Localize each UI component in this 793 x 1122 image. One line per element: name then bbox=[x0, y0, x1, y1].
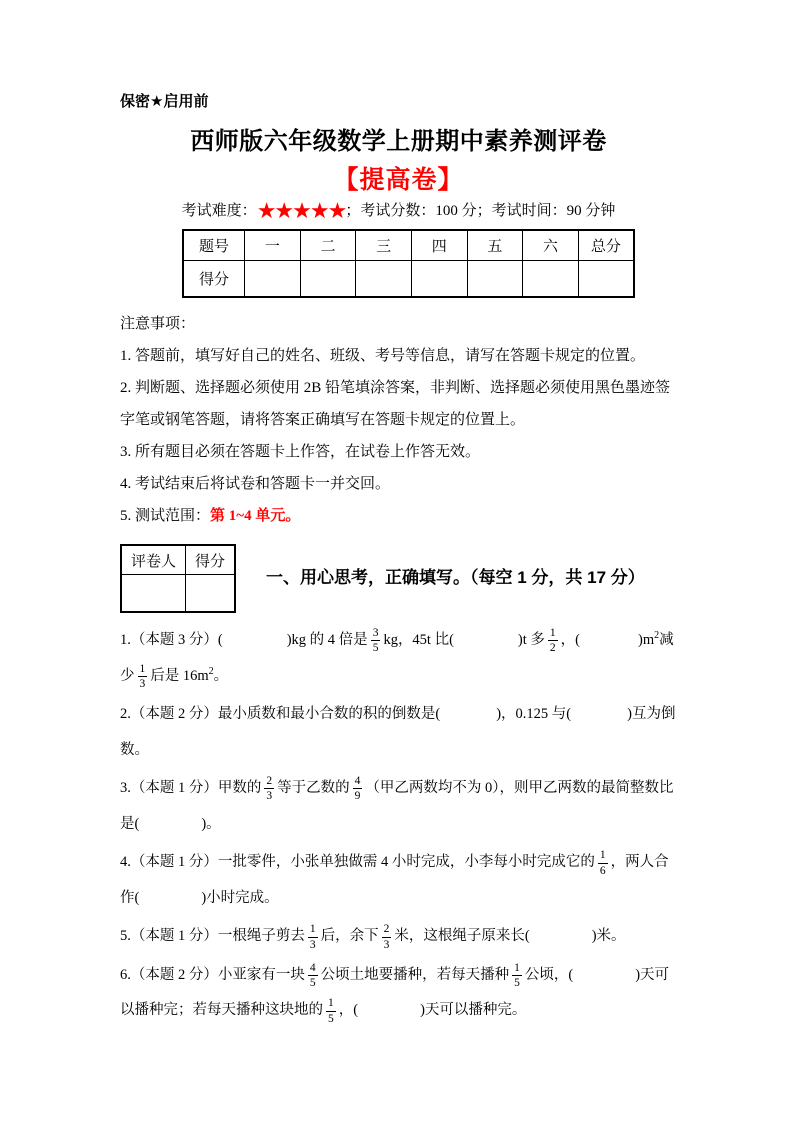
note-item bbox=[120, 340, 677, 372]
score-cell-empty bbox=[467, 261, 523, 298]
fraction: $\frac{1}{5}$ bbox=[514, 961, 520, 990]
text-run: )kg 的 4 倍是 bbox=[286, 632, 368, 649]
section-one-title: 一、用心思考，正确填写。（每空 1 分，共 17 分） bbox=[266, 568, 645, 588]
text-run: )小时完成。 bbox=[201, 889, 279, 906]
text-run: 1.（本题 3 分）( bbox=[120, 632, 223, 649]
score-column-header: 总分 bbox=[578, 230, 634, 261]
text-run: 后是 16m bbox=[150, 667, 209, 684]
fraction: $\frac{1}{5}$ bbox=[328, 997, 334, 1025]
answer-blank bbox=[139, 827, 201, 828]
score-header-label: 题号 bbox=[183, 230, 245, 261]
paper-title-main: 六年级数学上册期中素养测评卷 bbox=[263, 127, 607, 155]
text-run: kg，45t 比( bbox=[383, 632, 454, 649]
grader-cell-empty bbox=[121, 575, 186, 613]
text-run: )天可以播种完。 bbox=[420, 1002, 527, 1019]
paper-subtitle-badge: 【提高卷】 bbox=[333, 165, 464, 194]
text-run: )互为倒数。 bbox=[120, 706, 676, 758]
fraction: $\frac{2}{3}$ bbox=[383, 923, 390, 951]
answer-blank bbox=[223, 643, 287, 644]
answer-blank bbox=[139, 901, 201, 902]
text-run: ，两人合作( bbox=[120, 854, 669, 906]
grader-score-cell-empty bbox=[186, 575, 236, 613]
fraction: $\frac{3}{5}$ bbox=[372, 627, 379, 655]
text-run: 。 bbox=[213, 667, 229, 684]
text-run: )m bbox=[638, 632, 655, 649]
score-cell-empty bbox=[578, 261, 634, 298]
text-run: 公顷土地要播种，若每天播种 bbox=[320, 966, 510, 983]
score-column-header: 四 bbox=[411, 230, 467, 261]
text-run: )，0.125 与( bbox=[496, 706, 572, 723]
score-column-header: 三 bbox=[356, 230, 412, 261]
score-cell-empty bbox=[411, 261, 467, 298]
text-run: )天可以播种完；若每天播种这块地的 bbox=[120, 966, 670, 1019]
answer-blank bbox=[358, 1013, 420, 1014]
fraction: $\frac{2}{3}$ bbox=[266, 775, 273, 803]
fraction: $\frac{4}{9}$ bbox=[354, 775, 361, 803]
score-table-header-row bbox=[183, 230, 634, 261]
paper-title-edition: 西师版 bbox=[190, 127, 264, 155]
page-content bbox=[120, 0, 677, 1029]
answer-blank bbox=[440, 717, 496, 718]
text-run: 5. 测试范围： bbox=[120, 508, 211, 525]
question-1 bbox=[120, 623, 677, 694]
section-one-header bbox=[120, 544, 677, 613]
answer-blank bbox=[571, 717, 627, 718]
text-run: 减少 bbox=[120, 632, 674, 684]
question-3 bbox=[120, 771, 677, 842]
question-6 bbox=[120, 958, 677, 1029]
text-run: 4. 考试结束后将试卷和答题卡一并交回。 bbox=[120, 476, 391, 493]
text-run: )t 多 bbox=[517, 632, 545, 649]
note-item bbox=[120, 436, 677, 468]
confidential-notice: 保密★启用前 bbox=[120, 93, 209, 110]
difficulty-label: 考试难度： bbox=[181, 203, 257, 220]
text-run: 3.（本题 1 分）甲数的 bbox=[120, 780, 262, 797]
fill-in-questions-list bbox=[120, 623, 677, 1029]
text-run: （甲乙两数均不为 0），则甲乙两数的最简整数比是( bbox=[120, 780, 674, 832]
notes-heading: 注意事项： bbox=[120, 316, 196, 333]
fraction: $\frac{1}{3}$ bbox=[139, 662, 146, 690]
grader-label: 评卷人 bbox=[121, 545, 186, 575]
text-run: )米。 bbox=[591, 928, 626, 945]
fraction: $\frac{1}{2}$ bbox=[549, 627, 556, 655]
grader-box-header-row bbox=[121, 545, 235, 575]
difficulty-stars-icon: ★★★★★ bbox=[256, 199, 346, 225]
grader-score-box bbox=[120, 544, 236, 613]
grader-box-body-row bbox=[121, 575, 235, 613]
question-2 bbox=[120, 697, 677, 768]
text-run: 2.（本题 2 分）最小质数和最小合数的积的倒数是( bbox=[120, 706, 441, 723]
score-cell-empty bbox=[300, 261, 356, 298]
score-summary-table bbox=[182, 229, 635, 298]
score-column-header: 六 bbox=[523, 230, 579, 261]
note-item bbox=[120, 372, 677, 436]
text-run: )。 bbox=[201, 815, 221, 832]
fraction: $\frac{4}{5}$ bbox=[309, 961, 316, 990]
score-table-body-row bbox=[183, 261, 634, 298]
score-column-header: 五 bbox=[467, 230, 523, 261]
notes-section bbox=[120, 308, 677, 532]
highlight-text: 第 1~4 单元。 bbox=[210, 508, 301, 525]
note-item bbox=[120, 468, 677, 500]
text-run: 米，这根绳子原来长( bbox=[394, 928, 530, 945]
question-5 bbox=[120, 919, 677, 955]
answer-blank bbox=[580, 643, 638, 644]
score-column-header: 二 bbox=[300, 230, 356, 261]
text-run: ，( bbox=[338, 1002, 359, 1019]
score-time-text: ；考试分数：100 分；考试时间：90 分钟 bbox=[345, 203, 616, 220]
superscript: 2 bbox=[208, 665, 214, 677]
text-run: 公顷，( bbox=[524, 966, 574, 983]
text-run: 4.（本题 1 分）一批零件，小张单独做需 4 小时完成，小李每小时完成它的 bbox=[120, 854, 595, 871]
fraction: $\frac{1}{3}$ bbox=[309, 923, 316, 951]
answer-blank bbox=[530, 939, 592, 940]
score-cell-empty bbox=[245, 261, 301, 298]
paper-title bbox=[120, 127, 677, 157]
text-run: 1. 答题前，填写好自己的姓名、班级、考号等信息，请写在答题卡规定的位置。 bbox=[120, 348, 646, 365]
text-run: 3. 所有题目必须在答题卡上作答，在试卷上作答无效。 bbox=[120, 444, 481, 461]
grader-score-label: 得分 bbox=[186, 545, 236, 575]
score-column-header: 一 bbox=[245, 230, 301, 261]
text-run: 5.（本题 1 分）一根绳子剪去 bbox=[120, 928, 305, 945]
exam-meta-line bbox=[120, 199, 677, 224]
answer-blank bbox=[573, 978, 635, 979]
fraction: $\frac{1}{6}$ bbox=[599, 849, 606, 877]
text-run: ，( bbox=[560, 632, 580, 649]
text-run: 6.（本题 2 分）小亚家有一块 bbox=[120, 966, 305, 983]
question-4 bbox=[120, 845, 677, 916]
answer-blank bbox=[454, 643, 518, 644]
score-row-label: 得分 bbox=[183, 261, 245, 298]
score-cell-empty bbox=[523, 261, 579, 298]
text-run: 2. 判断题、选择题必须使用 2B 铅笔填涂答案，非判断、选择题必须使用黑色墨迹签字笔或钢笔答题，请将答案正确填写在答题卡规定的位置上。 bbox=[120, 380, 671, 429]
note-item bbox=[120, 500, 677, 532]
superscript: 2 bbox=[654, 630, 660, 642]
text-run: 后，余下 bbox=[320, 928, 379, 945]
text-run: 等于乙数的 bbox=[277, 780, 350, 797]
score-cell-empty bbox=[356, 261, 412, 298]
